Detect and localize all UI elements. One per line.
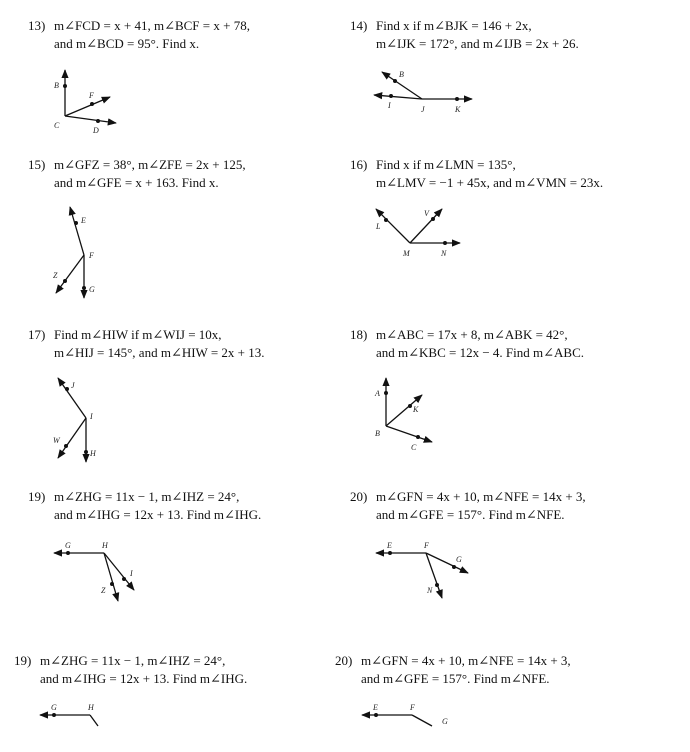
point-label-B: B xyxy=(54,81,59,90)
angle-diagram-18 xyxy=(370,372,450,462)
point-label-B: B xyxy=(375,429,380,438)
angle-diagram-16 xyxy=(370,202,470,264)
problem-text-line-2: m∠IJK = 172°, and m∠IJB = 2x + 26. xyxy=(376,36,579,51)
point-label-I: I xyxy=(90,412,93,421)
problem-number: 20) xyxy=(350,489,368,504)
problem-number: 15) xyxy=(28,157,46,172)
point-label-D: D xyxy=(93,126,99,135)
point-label-E: E xyxy=(387,541,392,550)
problem-number: 16) xyxy=(350,157,368,172)
point-label-C: C xyxy=(54,121,60,130)
angle-diagram-15 xyxy=(48,202,108,302)
point-label-M: M xyxy=(403,249,410,258)
problem-text-line-1: m∠ZHG = 11x − 1, m∠IHZ = 24°, xyxy=(54,489,240,504)
point-label-G: G xyxy=(65,541,71,550)
angle-diagram-19 xyxy=(48,538,148,608)
point-label-I: I xyxy=(388,101,391,110)
problem-text-line-1: m∠ABC = 17x + 8, m∠ABK = 42°, xyxy=(376,327,568,342)
problem-number: 14) xyxy=(350,18,368,33)
problem-text-line-1: m∠GFN = 4x + 10, m∠NFE = 14x + 3, xyxy=(361,653,571,668)
point-label-H: H xyxy=(88,703,94,712)
problem-text-line-2: and m∠GFE = 157°. Find m∠NFE. xyxy=(376,507,565,522)
point-label-A: A xyxy=(375,389,380,398)
problem-text-line-1: m∠FCD = x + 41, m∠BCF = x + 78, xyxy=(54,18,250,33)
problem-text-line-2: m∠HIJ = 145°, and m∠HIW = 2x + 13. xyxy=(54,345,265,360)
point-label-F: F xyxy=(89,251,94,260)
point-label-K: K xyxy=(455,105,461,114)
angle-diagram-17 xyxy=(48,372,108,472)
problem-number: 20) xyxy=(335,653,353,668)
point-label-W: W xyxy=(53,436,60,445)
angle-diagram-20 xyxy=(370,538,480,608)
point-label-I: I xyxy=(130,569,133,578)
angle-diagram-13 xyxy=(48,62,128,142)
point-label-G: G xyxy=(456,555,462,564)
problem-number: 19) xyxy=(28,489,46,504)
problem-number: 19) xyxy=(14,653,32,668)
problem-text-line-2: and m∠KBC = 12x − 4. Find m∠ABC. xyxy=(376,345,584,360)
point-label-H: H xyxy=(90,449,96,458)
problem-number: 17) xyxy=(28,327,46,342)
point-label-E: E xyxy=(81,216,86,225)
problem-text-line-1: m∠GFZ = 38°, m∠ZFE = 2x + 125, xyxy=(54,157,246,172)
point-label-F: F xyxy=(89,91,94,100)
point-label-G: G xyxy=(51,703,57,712)
problem-text-line-1: Find x if m∠LMN = 135°, xyxy=(376,157,516,172)
problem-text-line-2: and m∠IHG = 12x + 13. Find m∠IHG. xyxy=(40,671,248,686)
problem-text-line-2: and m∠GFE = x + 163. Find x. xyxy=(54,175,219,190)
point-label-H: H xyxy=(102,541,108,550)
point-label-L: L xyxy=(376,222,381,231)
point-label-F: F xyxy=(410,703,415,712)
point-label-K: K xyxy=(413,405,419,414)
point-label-N: N xyxy=(427,586,433,595)
angle-diagram-19-partial xyxy=(34,700,114,752)
point-label-F: F xyxy=(424,541,429,550)
problem-text-line-2: m∠LMV = −1 + 45x, and m∠VMN = 23x. xyxy=(376,175,604,190)
point-label-V: V xyxy=(424,209,429,218)
point-label-J: J xyxy=(71,381,75,390)
point-label-Z: Z xyxy=(101,586,106,595)
angle-diagram-14 xyxy=(370,62,480,122)
point-label-Z: Z xyxy=(53,271,58,280)
point-label-C: C xyxy=(411,443,417,452)
problem-text-line-2: and m∠GFE = 157°. Find m∠NFE. xyxy=(361,671,550,686)
problem-text-line-1: m∠GFN = 4x + 10, m∠NFE = 14x + 3, xyxy=(376,489,586,504)
problem-text-line-2: and m∠IHG = 12x + 13. Find m∠IHG. xyxy=(54,507,262,522)
problem-text-line-1: m∠ZHG = 11x − 1, m∠IHZ = 24°, xyxy=(40,653,226,668)
point-label-J: J xyxy=(421,105,425,114)
problem-text-line-1: Find m∠HIW if m∠WIJ = 10x, xyxy=(54,327,222,342)
point-label-B: B xyxy=(399,70,404,79)
point-label-G: G xyxy=(442,717,448,726)
problem-number: 13) xyxy=(28,18,46,33)
angle-diagram-20-partial xyxy=(356,700,466,752)
problem-number: 18) xyxy=(350,327,368,342)
point-label-E: E xyxy=(373,703,378,712)
point-label-G: G xyxy=(89,285,95,294)
problem-text-line-2: and m∠BCD = 95°. Find x. xyxy=(54,36,200,51)
problem-text-line-1: Find x if m∠BJK = 146 + 2x, xyxy=(376,18,532,33)
point-label-N: N xyxy=(441,249,447,258)
